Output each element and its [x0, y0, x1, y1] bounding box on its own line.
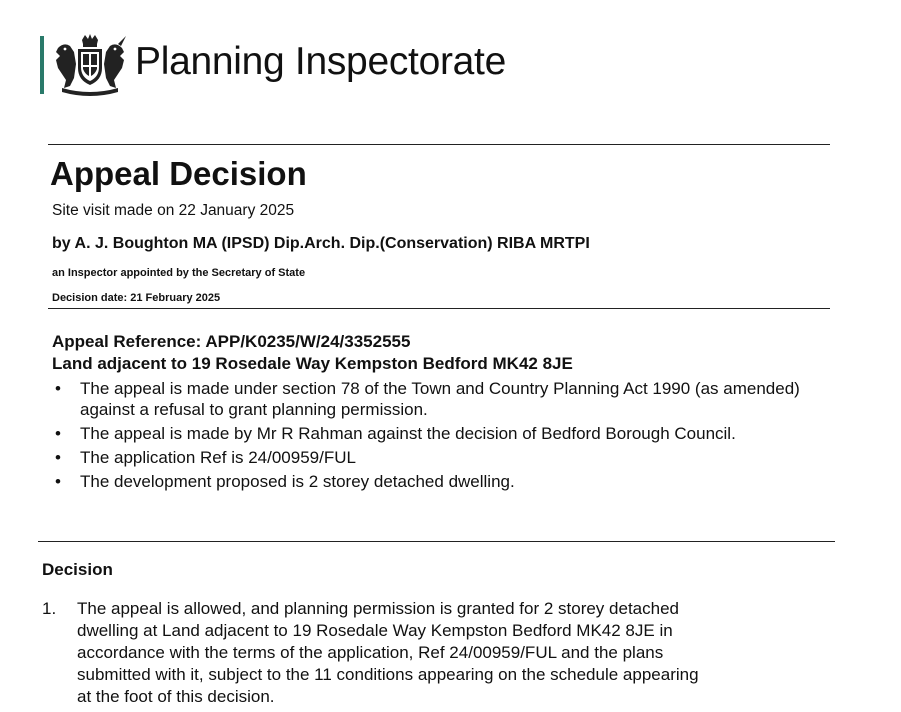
- site-address: Land adjacent to 19 Rosedale Way Kempston Bedford MK42 8JE: [52, 354, 573, 373]
- site-visit-date: Site visit made on 22 January 2025: [52, 202, 295, 219]
- list-item: [52, 447, 832, 468]
- appeal-details-list: [52, 378, 832, 495]
- royal-crest-icon: [52, 34, 128, 96]
- decision-date: Decision date: 21 February 2025: [52, 292, 221, 304]
- list-item-text: The application Ref is 24/00959/FUL: [80, 448, 356, 467]
- bullet-icon: •: [55, 472, 61, 491]
- inspector-appointment: an Inspector appointed by the Secretary of State: [52, 267, 306, 279]
- bullet-icon: •: [55, 448, 61, 467]
- page-title: Appeal Decision: [50, 155, 307, 192]
- divider: [48, 308, 830, 309]
- paragraph-line: dwelling at Land adjacent to 19 Rosedale Way Kempston Bedford MK42 8JE in: [77, 621, 673, 640]
- divider: [48, 144, 830, 145]
- paragraph-line: The appeal is allowed, and planning permission is granted for 2 storey detached: [77, 599, 679, 618]
- paragraph-line: at the foot of this decision.: [77, 687, 275, 706]
- decision-paragraph: [42, 598, 822, 708]
- organisation-name: Planning Inspectorate: [135, 40, 506, 83]
- list-item-text: The appeal is made under section 78 of the Town and Country Planning Act 1990 (as amended) against a refusal to grant planning permission.: [80, 379, 800, 419]
- list-item: [52, 423, 832, 444]
- list-item: [52, 378, 832, 420]
- list-item-text: The appeal is made by Mr R Rahman against the decision of Bedford Borough Council.: [80, 424, 736, 443]
- paragraph-number: 1.: [42, 599, 57, 618]
- list-item: [52, 471, 832, 492]
- section-heading: Decision: [42, 560, 113, 579]
- bullet-icon: •: [55, 424, 61, 443]
- paragraph-line: accordance with the terms of the application, Ref 24/00959/FUL and the plans: [77, 643, 664, 662]
- logo-accent-bar: [40, 36, 44, 94]
- inspector-name: by A. J. Boughton MA (IPSD) Dip.Arch. Dip.(Conservation) RIBA MRTPI: [52, 235, 590, 252]
- list-item-text: The development proposed is 2 storey detached dwelling.: [80, 472, 515, 491]
- bullet-icon: •: [55, 379, 61, 398]
- paragraph-line: submitted with it, subject to the 11 conditions appearing on the schedule appearing: [77, 665, 699, 684]
- divider: [38, 541, 835, 542]
- appeal-reference: Appeal Reference: APP/K0235/W/24/3352555: [52, 332, 411, 351]
